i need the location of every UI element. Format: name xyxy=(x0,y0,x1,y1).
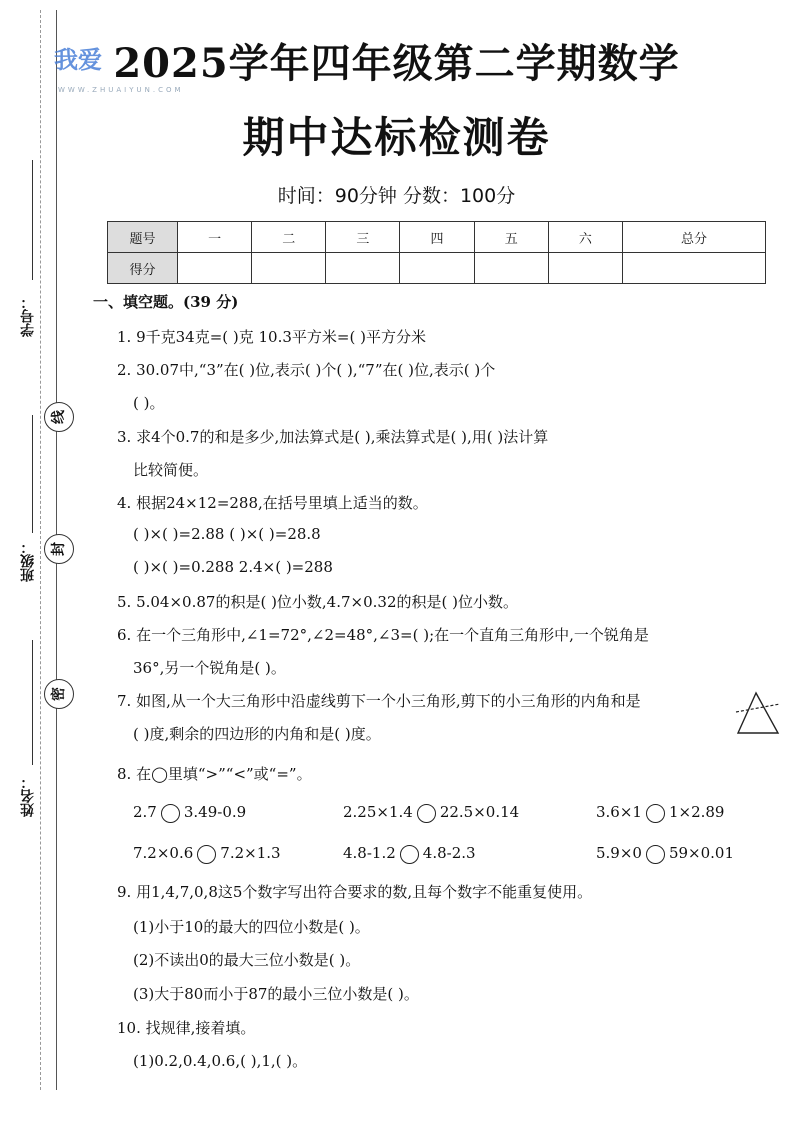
score-input-2[interactable] xyxy=(252,253,326,284)
compare-item-5: 4.8-1.2 4.8-2.3 xyxy=(343,844,476,862)
compare-circle[interactable] xyxy=(400,845,419,864)
cell-score-label: 得分 xyxy=(108,253,178,284)
big-triangle xyxy=(738,693,778,733)
question-10: 10. 找规律,接着填。 xyxy=(117,1019,256,1037)
compare-circle[interactable] xyxy=(646,845,665,864)
cell-section-4: 四 xyxy=(400,222,474,253)
class-rule xyxy=(32,415,33,533)
question-1: 1. 9千克34克=( )克 10.3平方米=( )平方分米 xyxy=(117,328,426,346)
cell-section-1: 一 xyxy=(178,222,252,253)
section-title: 一、填空题。(39 分) xyxy=(93,293,239,311)
question-7: 7. 如图,从一个大三角形中沿虚线剪下一个小三角形,剪下的小三角形的内角和是 xyxy=(117,692,641,710)
score-input-5[interactable] xyxy=(474,253,548,284)
score-table-header-row xyxy=(108,222,766,253)
score-input-6[interactable] xyxy=(548,253,622,284)
question-4-row2: ( )×( )=0.288 2.4×( )=288 xyxy=(133,558,333,576)
name-rule xyxy=(32,640,33,765)
question-9-2: (2)不读出0的最大三位小数是( )。 xyxy=(133,951,361,969)
question-6-cont: 36°,另一个锐角是( )。 xyxy=(133,659,286,677)
name-label: 姓名： xyxy=(20,775,36,817)
cell-section-6: 六 xyxy=(548,222,622,253)
question-5: 5. 5.04×0.87的积是( )位小数,4.7×0.32的积是( )位小数。 xyxy=(117,593,518,611)
question-10-1: (1)0.2,0.4,0.6,( ),1,( )。 xyxy=(133,1052,308,1070)
cell-section-5: 五 xyxy=(474,222,548,253)
seal-seal: 封 xyxy=(44,534,74,564)
question-7-cont: ( )度,剩余的四边形的内角和是( )度。 xyxy=(133,725,381,743)
student-id-label: 学号： xyxy=(20,295,36,337)
seal-secret: 密 xyxy=(44,679,74,709)
question-8: 8. 在◯里填“>”“<”或“=”。 xyxy=(117,765,312,783)
cell-total: 总分 xyxy=(622,222,765,253)
compare-item-4: 7.2×0.6 7.2×1.3 xyxy=(133,844,281,862)
score-input-3[interactable] xyxy=(326,253,400,284)
cut-line xyxy=(736,704,780,712)
student-id-rule xyxy=(32,160,33,280)
triangle-figure xyxy=(734,690,782,736)
compare-circle[interactable] xyxy=(646,804,665,823)
cell-question-number: 题号 xyxy=(108,222,178,253)
class-label: 班级： xyxy=(20,540,36,582)
watermark-url: WWW.ZHUAIYUN.COM xyxy=(58,86,184,94)
compare-item-6: 5.9×0 59×0.01 xyxy=(596,844,735,862)
cell-section-2: 二 xyxy=(252,222,326,253)
question-4: 4. 根据24×12=288,在括号里填上适当的数。 xyxy=(117,494,428,512)
seal-line: 线 xyxy=(44,402,74,432)
binding-dash-line xyxy=(40,10,41,1090)
compare-circle[interactable] xyxy=(197,845,216,864)
title-line1: 2025学年四年级第二学期数学 xyxy=(113,40,680,87)
score-table xyxy=(107,221,766,284)
question-6: 6. 在一个三角形中,∠1=72°,∠2=48°,∠3=( );在一个直角三角形中,一个锐角是 xyxy=(117,626,649,644)
compare-item-3: 3.6×1 1×2.89 xyxy=(596,803,725,821)
question-4-row1: ( )×( )=2.88 ( )×( )=28.8 xyxy=(133,525,321,543)
compare-item-1: 2.7 3.49-0.9 xyxy=(133,803,247,821)
title-line2: 期中达标检测卷 xyxy=(242,113,551,162)
question-2-cont: ( )。 xyxy=(133,394,165,412)
watermark-logo: 我爱 xyxy=(54,46,102,74)
score-input-4[interactable] xyxy=(400,253,474,284)
cell-section-3: 三 xyxy=(326,222,400,253)
question-3-cont: 比较简便。 xyxy=(133,461,209,479)
exam-info: 时间：90分钟 分数：100分 xyxy=(277,185,516,207)
score-table-score-row xyxy=(108,253,766,284)
compare-item-2: 2.25×1.4 22.5×0.14 xyxy=(343,803,520,821)
question-2: 2. 30.07中,“3”在( )位,表示( )个( ),“7”在( )位,表示( )个 xyxy=(117,361,496,379)
question-9-1: (1)小于10的最大的四位小数是( )。 xyxy=(133,918,370,936)
question-9-3: (3)大于80而小于87的最小三位小数是( )。 xyxy=(133,985,419,1003)
compare-circle[interactable] xyxy=(161,804,180,823)
score-input-1[interactable] xyxy=(178,253,252,284)
compare-circle[interactable] xyxy=(417,804,436,823)
score-input-total[interactable] xyxy=(622,253,765,284)
question-3: 3. 求4个0.7的和是多少,加法算式是( ),乘法算式是( ),用( )法计算 xyxy=(117,428,549,446)
question-9: 9. 用1,4,7,0,8这5个数字写出符合要求的数,且每个数字不能重复使用。 xyxy=(117,883,593,901)
